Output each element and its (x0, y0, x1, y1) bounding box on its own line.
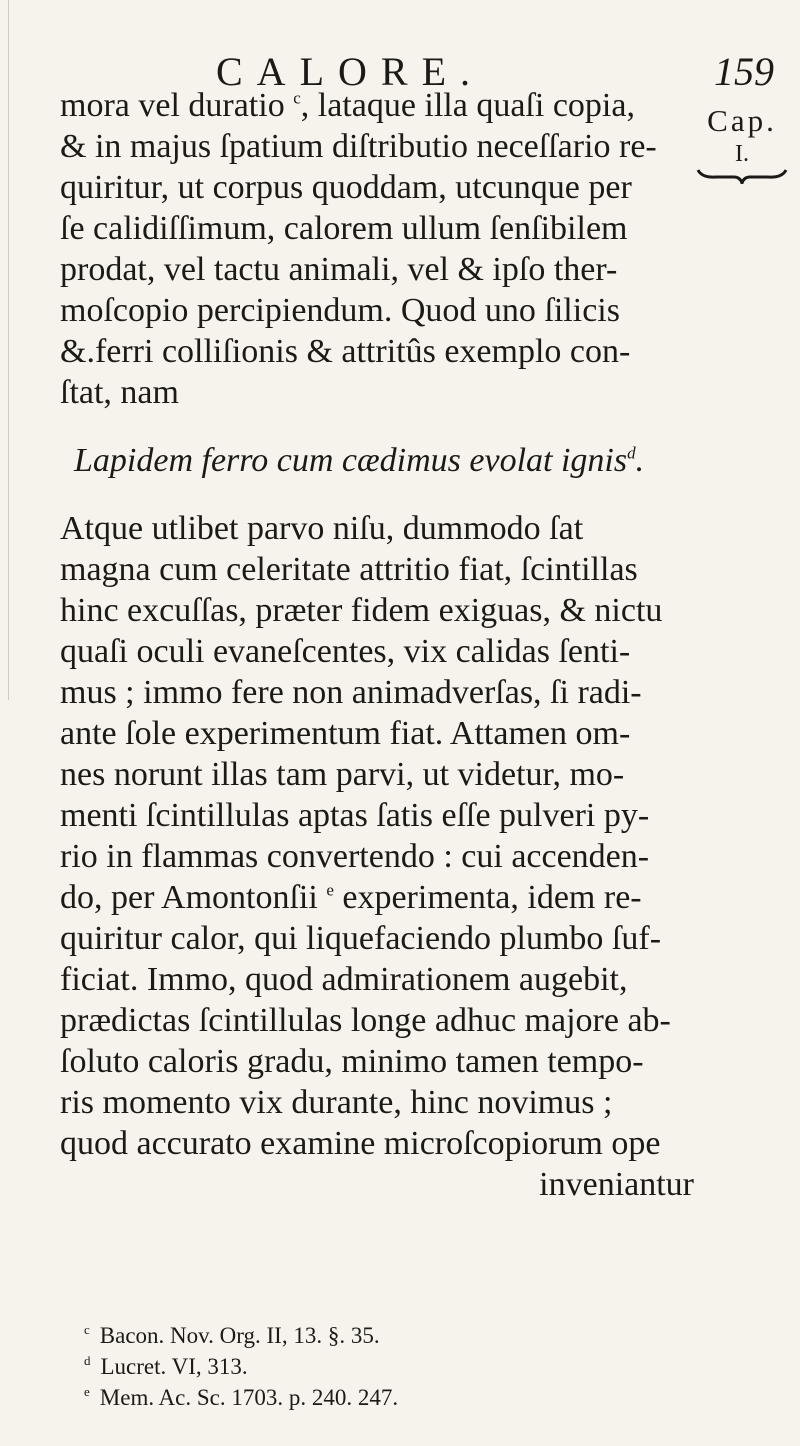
text-line: Atque utlibet parvo niſu, dummodo ſat (60, 510, 584, 547)
text-line: & in majus ſpatium diſtributio neceſſario re- (60, 128, 657, 165)
footnotes (84, 1320, 398, 1413)
text-line: quaſi oculi evaneſcentes, vix calidas ſenti- (60, 633, 631, 670)
footnote-e: $^e$ Mem. Ac. Sc. 1703. p. 240. 247. (84, 1384, 399, 1410)
text-line: ſtat, nam (60, 374, 179, 411)
text-line: moſcopio percipiendum. Quod uno ſilicis (60, 292, 620, 329)
text-line: do, per Amontonſii $^e$ experimenta, idem re- (60, 879, 642, 916)
margin-cap-number: I. (735, 141, 749, 167)
footnote-c: $^c$ Bacon. Nov. Org. II, 13. §. 35. (84, 1322, 380, 1348)
text-line: ſe calidiſſimum, calorem ullum ſenſibilem (60, 210, 628, 247)
text-line: rio in flammas convertendo : cui accenden- (60, 838, 650, 875)
footnote-ref-c: c (293, 88, 301, 108)
text-line: prodat, vel tactu animali, vel & ipſo ther- (60, 251, 618, 288)
running-title: CALORE. (216, 49, 484, 94)
page-number: 159 (714, 49, 774, 94)
text-line: hinc excuſſas, præter fidem exiguas, & nictu (60, 592, 663, 629)
text-line: ficiat. Immo, quod admirationem augebit, (60, 961, 628, 998)
quoted-verse: Lapidem ferro cum cædimus evolat ignis$^d$. (74, 442, 645, 479)
text-line: ſoluto caloris gradu, minimo tamen tempo- (60, 1043, 644, 1080)
text-line: menti ſcintillulas aptas ſatis eſſe pulveri py- (60, 797, 650, 834)
catchword: inveniantur (539, 1166, 694, 1203)
text-line: nes norunt illas tam parvi, ut videtur, mo- (60, 756, 625, 793)
margin-chapter-note (694, 102, 790, 184)
footnote-ref-d: d (627, 443, 636, 463)
text-line: ris momento vix durante, hinc novimus ; (60, 1084, 613, 1121)
main-text (60, 85, 700, 1205)
text-line: &.ferri colliſionis & attritûs exemplo con- (60, 333, 631, 370)
page-edge-line (8, 0, 9, 700)
footnote-ref-e: e (326, 880, 334, 900)
margin-cap-label: Cap. (707, 103, 777, 138)
footnote-d: $^d$ Lucret. VI, 313. (84, 1353, 248, 1379)
text-line: quiritur calor, qui liquefaciendo plumbo ſuf- (60, 920, 662, 957)
text-line: magna cum celeritate attritio fiat, ſcintillas (60, 551, 638, 588)
text-line: mus ; immo fere non animadverſas, ſi radi- (60, 674, 642, 711)
text-line: quod accurato examine microſcopiorum ope (60, 1125, 661, 1162)
text-line: prædictas ſcintillulas longe adhuc majore ab- (60, 1002, 671, 1039)
text-line: ante ſole experimentum fiat. Attamen om- (60, 715, 631, 752)
text-line: quiritur, ut corpus quoddam, utcunque per (60, 169, 632, 206)
text-line: mora vel duratio $^c$, lataque illa quaſi copia, (60, 87, 635, 124)
